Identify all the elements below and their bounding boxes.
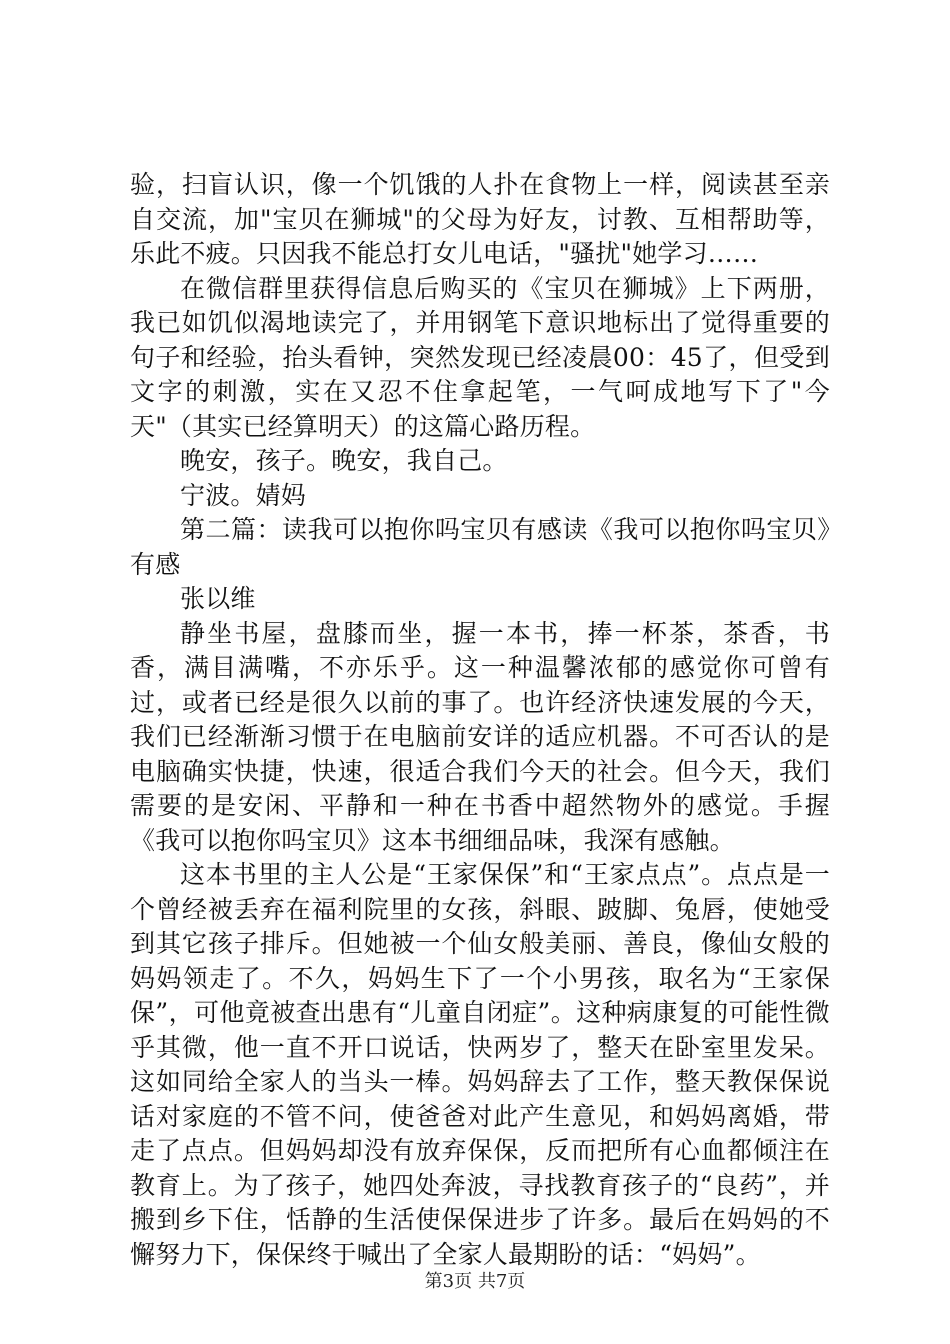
paragraph-1: 验，扫盲认识，像一个饥饿的人扑在食物上一样，阅读甚至亲自交流，加"宝贝在狮城"的父母为好友，讨教、互相帮助等，乐此不疲。只因我不能总打女儿电话，"骚扰"她学习…… — [130, 170, 830, 268]
document-body — [130, 168, 830, 1272]
paragraph-8: 这本书里的主人公是“王家保保”和“王家点点”。点点是一个曾经被丢弃在福利院里的女孩，斜眼、跛脚、兔唇，使她受到其它孩子排斥。但她被一个仙女般美丽、善良，像仙女般的妈妈领走了。不久，妈妈生下了一个小男孩，取名为“王家保保”，可他竟被查出患有“儿童自闭症”。这种病康复的可能性微乎其微，他一直不开口说话，快两岁了，整天在卧室里发呆。这如同给全家人的当头一棒。妈妈辞去了工作，整天教保保说话对家庭的不管不问，使爸爸对此产生意见，和妈妈离婚，带走了点点。但妈妈却没有放弃保保，反而把所有心血都倾注在教育上。为了孩子，她四处奔波，寻找教育孩子的“良药”，并搬到乡下住，恬静的生活使保保进步了许多。最后在妈妈的不懈努力下，保保终于喊出了全家人最期盼的话：“妈妈”。 — [130, 860, 830, 1269]
section-heading: 第二篇：读我可以抱你吗宝贝有感读《我可以抱你吗宝贝》有感 — [130, 515, 830, 579]
paragraph-7: 静坐书屋，盘膝而坐，握一本书，捧一杯茶，茶香，书香，满目满嘴，不亦乐乎。这一种温馨浓郁的感觉你可曾有过，或者已经是很久以前的事了。也许经济快速发展的今天，我们已经渐渐习惯于在电脑前安详的适应机器。不可否认的是电脑确实快捷，快速，很适合我们今天的社会。但今天，我们需要的是安闲、平静和一种在书香中超然物外的感觉。手握《我可以抱你吗宝贝》这本书细细品味，我深有感触。 — [130, 618, 830, 855]
page-number-footer: 第3页 共7页 — [424, 1271, 526, 1292]
paragraph-4: 宁波。婧妈 — [180, 480, 307, 510]
paragraph-3: 晚安，孩子。晚安，我自己。 — [180, 446, 508, 475]
author-name: 张以维 — [180, 584, 256, 613]
paragraph-2: 在微信群里获得信息后购买的《宝贝在狮城》上下两册，我已如饥似渴地读完了，并用钢笔下意识地标出了觉得重要的句子和经验，抬头看钟，突然发现已经凌晨00：45了，但受到文字的刺激，实在又忍不住拿起笔，一气呵成地写下了"今天"（其实已经算明天）的这篇心路历程。 — [130, 273, 830, 441]
